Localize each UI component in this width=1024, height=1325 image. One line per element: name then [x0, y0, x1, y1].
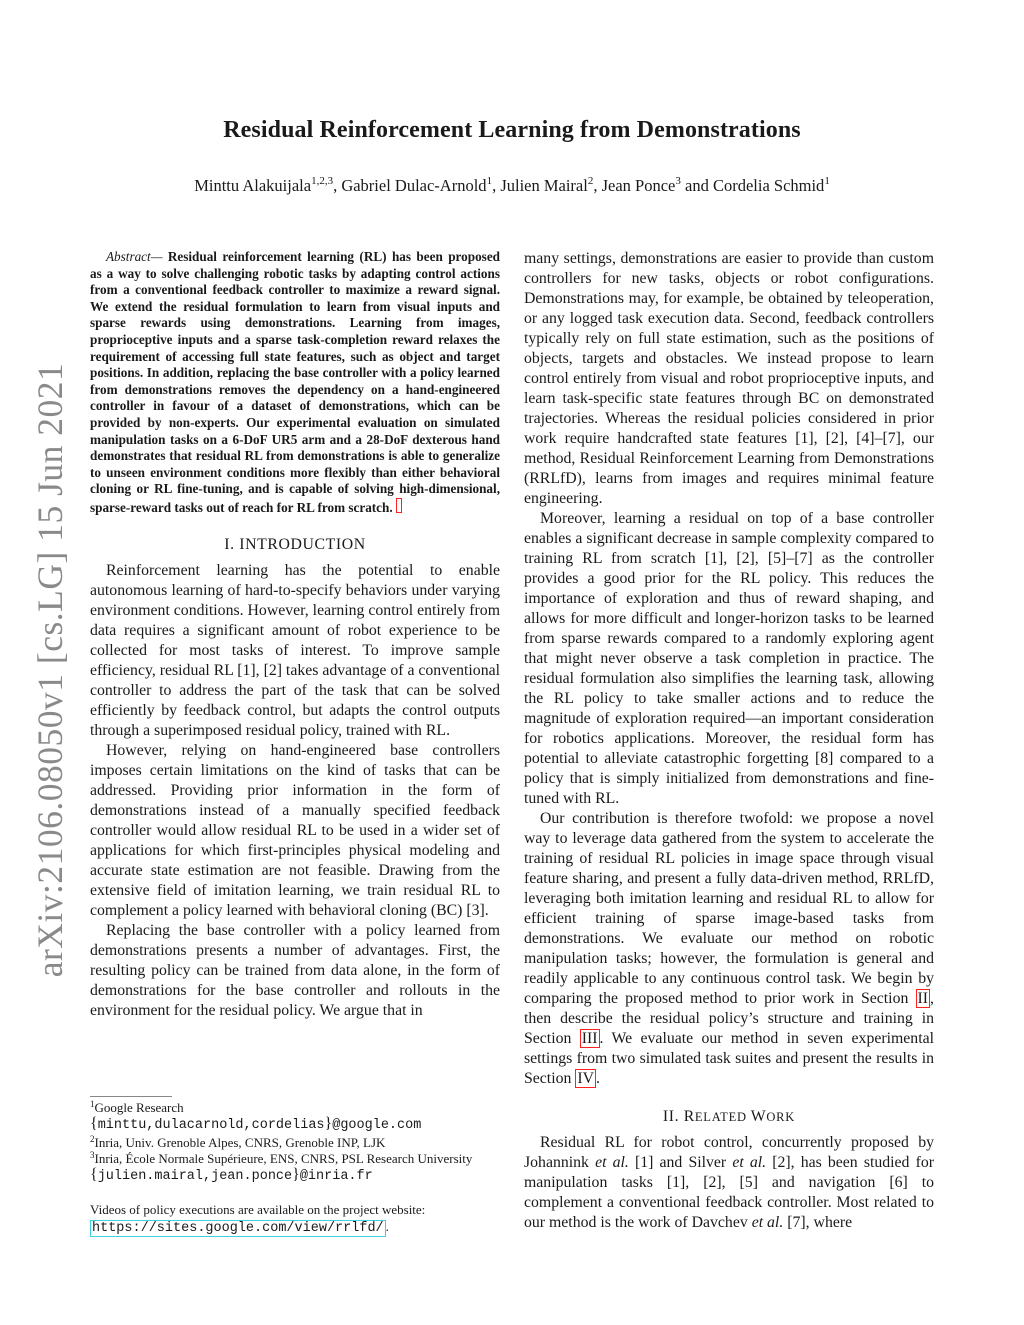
abstract: Abstract— Residual reinforcement learning (RL) has been proposed as a way to solve challenging robotic tasks by adapting control actions from a conventional feedback controller to maximize a reward signal. We extend the residual formulation to learn from visual inputs and sparse rewards using demonstrations. Learning from images, proprioceptive inputs and a sparse task-completion reward relaxes the requirement of accessing full state features, such as object and target positions. In addition, replacing the base controller with a policy learned from demonstrations removes the dependency on a hand-engineered controller in favour of a dataset of demonstrations, which can be provided by non-experts. Our experimental evaluation on simulated manipulation tasks on a 6-DoF UR5 arm and a 28-DoF dexterous hand demonstrates that residual RL from demonstrations is able to generalize to unseen environment conditions more flexibly than either behavioral cloning or RL fine-tuning, and is capable of solving high-dimensional, sparse-reward tasks out of reach for RL from scratch.	[90, 249, 501, 515]
arxiv-identifier: arXiv:2106.08050v1 [cs.LG] 15 Jun 2021	[30, 362, 70, 978]
intro-paragraph-4: many settings, demonstrations are easier to provide than custom controllers for new tasks, objects or robot configurations. Demonstrations may, for example, be obtained by teleoperation, or any logged task execution data. Second, feedback controllers typically rely on full state estimation, such as the positions of objects, targets and obstacles. We instead propose to learn control entirely from visual and robot proprioceptive inputs, and learn task-specific state features through BC on demonstrated trajectories. Whereas the residual policies considered in prior work require handcrafted state features [1], [2], [4]–[7], our method, Residual Reinforcement Learning from Demonstrations (RRLfD), learns from images and requires minimal feature engineering.	[524, 250, 934, 507]
videos-link-line: https://sites.google.com/view/rrlfd/ .	[92, 1218, 389, 1236]
author-affiliation: 1	[486, 175, 493, 187]
footnote-2: $^2$Inria, Univ. Grenoble Alpes, CNRS, Grenoble INP, LJK	[90, 1133, 386, 1150]
author-name: Cordelia Schmid	[712, 176, 825, 195]
section-link-iv[interactable]: IV	[577, 1070, 595, 1087]
right-column	[524, 249, 934, 1233]
left-column	[90, 249, 500, 1021]
paper-title: Residual Reinforcement Learning from Demonstrations	[223, 117, 801, 143]
author-affiliation: 1,2,3	[311, 175, 334, 187]
related-work-paragraph: Residual RL for robot control, concurrently proposed by Johannink et al. [1] and Silver et al. [2], has been studied for manipulation tasks [1], [2], [5] and navigation [6] to complement a conventional feedback controller. Most related to our method is the work of Davchev et al. [7], where	[524, 1134, 935, 1231]
section-link-iii[interactable]: III	[581, 1030, 598, 1047]
author-affiliation: 3	[675, 175, 681, 187]
author-name: Gabriel Dulac-Arnold	[341, 176, 487, 195]
footnote-1-email: {minttu,dulacarnold,cordelias}@google.com	[90, 1115, 422, 1134]
footnote-3: $^3$Inria, École Normale Supérieure, ENS, CNRS, PSL Research University	[90, 1149, 473, 1166]
intro-paragraph-3: Replacing the base controller with a policy learned from demonstrations presents a number of advantages. First, the resulting policy can be trained from data alone, in the form of demonstrations for the base controller and rollouts in the environment for the residual policy. We argue that in	[90, 921, 500, 1019]
footnotes	[90, 1100, 510, 1237]
footnote-1: $^1$Google Research	[90, 1099, 184, 1115]
annotation-marker	[396, 498, 402, 513]
author-name: Jean Ponce	[601, 176, 676, 195]
intro-paragraph-5: Moreover, learning a residual on top of a base controller enables a significant decrease in sample complexity compared to training RL from scratch [1], [2], [5]–[7] as the controller provides a good prior for the RL policy. This reduces the importance of exploration and thus of reward shaping, and allows for more difficult and longer-horizon tasks to be learned from sparse rewards compared to a randomly exploring agent that might never observe a task completion in practice. The residual formulation also simplifies the learning task, allowing the RL policy to take smaller actions and to reduce the magnitude of exploration required—an important consideration for robotics applications. Moreover, the residual form has potential to alleviate catastrophic forgetting [8] compared to a policy that is simply initialized from demonstrations and fine-tuned with RL.	[524, 510, 934, 807]
section-title-introduction: I. INTRODUCTION	[224, 535, 366, 553]
author-affiliation: 1	[824, 175, 830, 187]
author-name: Julien Mairal	[500, 176, 588, 195]
project-website-link[interactable]: https://sites.google.com/view/rrlfd/	[92, 1220, 384, 1236]
author-name: Minttu Alakuijala	[194, 176, 312, 195]
contribution-paragraph: Our contribution is therefore twofold: we propose a novel way to leverage data gathered from the system to accelerate the training of residual RL policies in image space through visual feature sharing, and present a fully data-driven method, RRLfD, leveraging both imitation learning and residual RL to allow for efficient training of sparse image-based tasks from demonstrations. We evaluate our method on robotic manipulation tasks; however, the formulation is general and readily applicable to any continuous control task. We begin by comparing the proposed method to prior work in Section II , then describe the residual policy’s structure and training in Section III . We evaluate our method in seven experimental settings from two simulated task suites and present the results in Section IV .	[524, 810, 934, 1087]
abstract-text: Residual reinforcement learning (RL) has been proposed as a way to solve challenging robotic tasks by adapting control actions from a conventional feedback controller to maximize a reward signal. We extend the residual formulation to learn from visual inputs and sparse rewards using demonstrations. Learning from images, proprioceptive inputs and a sparse task-completion reward relaxes the requirement of accessing full state features, such as object and target positions. In addition, replacing the base controller with a policy learned from demonstrations removes the dependency on a hand-engineered controller in favour of a dataset of demonstrations, which can be provided by non-experts. Our experimental evaluation on simulated manipulation tasks on a 6-DoF UR5 arm and a 28-DoF dexterous hand demonstrates that residual RL from demonstrations is able to generalize to unseen environment conditions more flexibly than either behavioral cloning or RL fine-tuning, and is capable of solving high-dimensional, sparse-reward tasks out of reach for RL from scratch.	[90, 249, 501, 515]
footnote-3-email: {julien.mairal,jean.ponce}@inria.fr	[90, 1166, 373, 1185]
section-link-ii[interactable]: II	[917, 990, 929, 1007]
footnote-rule	[90, 1096, 172, 1097]
videos-note: Videos of policy executions are available on the project website:	[90, 1202, 426, 1218]
intro-paragraph-2: However, relying on hand-engineered base controllers imposes certain limitations on the kind of tasks that can be addressed. Providing prior information in the form of demonstrations instead of a manually specified feedback controller would allow residual RL to be used in a wider set of applications for which first-principles physical modeling and accurate state estimation are not feasible. Drawing from the extensive field of imitation learning, we train residual RL to complement a policy learned with behavioral cloning (BC) [3].	[90, 741, 500, 919]
author-affiliation: 2	[587, 175, 594, 187]
abstract-label: Abstract	[106, 249, 151, 264]
intro-paragraph-1: Reinforcement learning has the potential to enable autonomous learning of hard-to-specify behaviors under varying environment conditions. However, learning control entirely from data requires a significant amount of robot experience to be collected for most tasks of interest. To improve sample efficiency, residual RL [1], [2] takes advantage of a conventional controller to address the part of the task that can be solved efficiently by feedback control, but adapts the control outputs through a superimposed residual policy, trained with RL.	[90, 561, 500, 739]
section-title-related-work: II. RELATED WORK	[662, 1108, 796, 1125]
author-list: Minttu Alakuijala$^{1,2,3}$, Gabriel Dulac-Arnold$^1$, Julien Mairal$^2$, Jean Ponce$^3$ and Cordelia Schmid$^1$	[194, 175, 830, 195]
